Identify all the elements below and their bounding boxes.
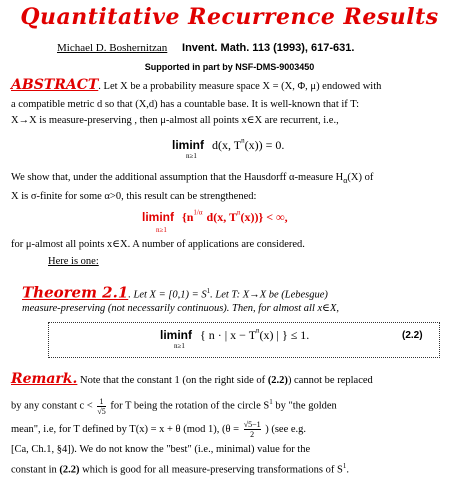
journal-reference: Invent. Math. 113 (1993), 617-631. <box>182 42 355 54</box>
theorem-line-1: Theorem 2.1. Let $X = [0,1) = S^1$. Let T: X→X be (Lebesgue) <box>22 283 328 302</box>
abstract-line-6: for μ-almost all points x∈X. A number of applications are considered. <box>11 239 305 250</box>
author-name: Michael D. Boshernitzan <box>57 42 168 54</box>
citation-line <box>57 42 354 54</box>
abstract-line-1: ABSTRACT. Let X be a probability measure space X = (X, Φ, μ) endowed with <box>11 77 382 93</box>
equation-recurrence: liminf d(x, $T^n(x)) = 0$. n≥1 <box>172 136 285 160</box>
abstract-heading: ABSTRACT <box>11 77 99 93</box>
remark-line-4: [Ca, Ch.1, §4]). We do not know the "best" (i.e., minimal) value for the <box>11 444 311 455</box>
theorem-heading: Theorem 2.1 <box>22 283 129 302</box>
remark-line-5: constant in (2.2) which is good for all measure-preserving transformations of $S^1$. <box>11 462 349 476</box>
page-title: Quantitative Recurrence Results <box>20 4 439 30</box>
fraction-one-over-root5: $\frac{1}{√5}$ <box>97 396 106 416</box>
remark-line-2: by any constant c < $\frac{1}{√5}$ for T being the rotation of the circle $S^1$ by "the golden <box>11 396 337 416</box>
equation-theorem: liminf { n · | $x - T^n(x)$ | } ≤ 1. n≥1 <box>160 326 310 350</box>
abstract-line-4: We show that, under the additional assumption that the Hausdorff α-measure $H_\alpha(X)$ of <box>11 172 374 186</box>
equation-strengthened: liminf {$n^{1/\alpha}$ d(x, $T^n(x)$)} < ∞, n≥1 <box>142 208 288 234</box>
abstract-line-2: a compatible metric d so that (X,d) has a countable base. It is well-known that if T: <box>11 99 360 110</box>
remark-line-3: mean", i.e, for T defined by T(x) = x + θ (mod 1), (θ = $\frac{√5-1}{2}$ ) (see e.g. <box>11 420 307 439</box>
abstract-line-3: X→X is measure-preserving , then μ-almost all points x∈X are recurrent, i.e., <box>11 115 339 126</box>
funding-note: Supported in part by NSF-DMS-9003450 <box>144 62 315 72</box>
theorem-line-2: measure-preserving (not necessarily continuous). Then, for almost all x∈X, <box>22 303 339 314</box>
remark-heading: Remark. <box>11 371 78 387</box>
equation-number: (2.2) <box>402 330 423 341</box>
abstract-line-5: X is σ-finite for some α>0, this result can be strengthened: <box>11 191 257 202</box>
remark-line-1: Remark. Note that the constant 1 (on the right side of (2.2)) cannot be replaced <box>11 371 373 387</box>
fraction-golden-ratio: $\frac{√5-1}{2}$ <box>243 420 261 439</box>
here-is-one: Here is one: <box>48 256 99 267</box>
